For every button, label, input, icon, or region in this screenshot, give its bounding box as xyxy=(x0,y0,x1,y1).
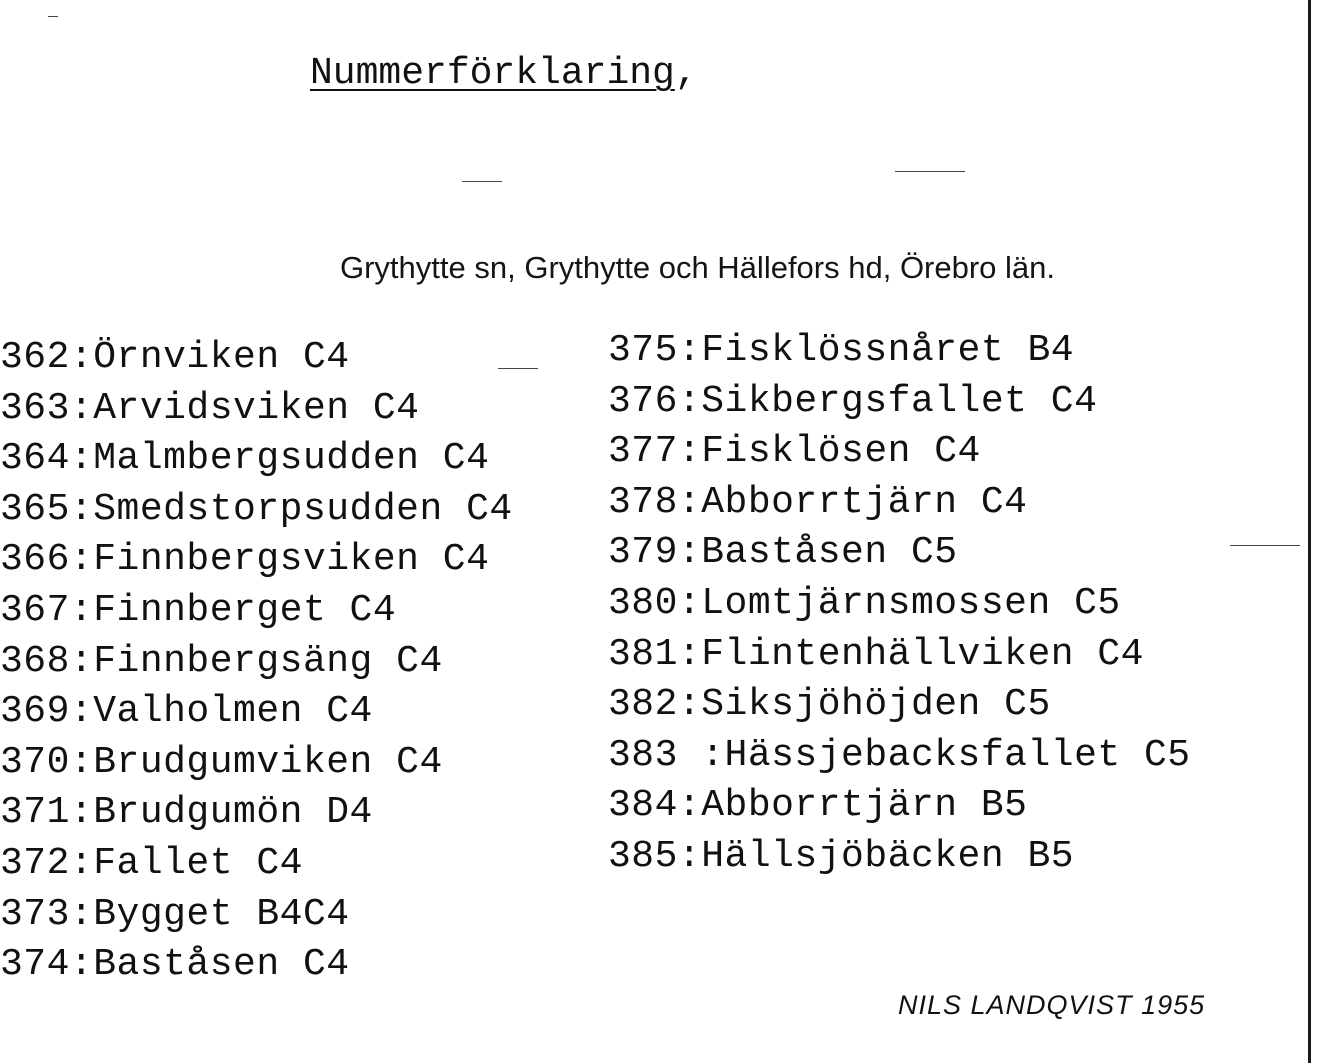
author-signature: NILS LANDQVIST 1955 xyxy=(898,990,1206,1020)
list-item: 371:Brudgumön D4 xyxy=(0,791,373,835)
list-item: 372:Fallet C4 xyxy=(0,841,303,885)
list-item: 374:Baståsen C4 xyxy=(0,943,350,987)
list-item: 365:Smedstorpsudden C4 xyxy=(0,487,513,531)
list-item: 382:Siksjöhöjden C5 xyxy=(608,683,1051,727)
list-item: 366:Finnbergsviken C4 xyxy=(0,538,490,582)
entry-list-left xyxy=(0,333,513,991)
list-item: 373:Bygget B4C4 xyxy=(0,892,350,936)
list-item: 379:Baståsen C5 xyxy=(608,531,958,575)
scan-edge-line xyxy=(1308,0,1311,1063)
list-item: 367:Finnberget C4 xyxy=(0,588,397,632)
list-item: 385:Hällsjöbäcken B5 xyxy=(608,834,1075,878)
scan-speck xyxy=(48,16,58,17)
list-item: 375:Fisklössnåret B4 xyxy=(608,329,1075,372)
list-item: 381:Flintenhällviken C4 xyxy=(608,632,1144,676)
list-item: 364:Malmbergsudden C4 xyxy=(0,437,490,481)
list-item: 378:Abborrtjärn C4 xyxy=(608,480,1028,524)
location-subtitle: Grythytte sn, Grythytte och Hällefors hd, Örebro län. xyxy=(340,250,1056,285)
scan-speck xyxy=(462,181,502,182)
list-item: 368:Finnbergsäng C4 xyxy=(0,639,443,683)
scan-speck xyxy=(895,171,965,172)
list-item: 384:Abborrtjärn B5 xyxy=(608,784,1028,828)
list-item: 380:Lomtjärnsmossen C5 xyxy=(608,581,1121,625)
scan-speck xyxy=(1230,545,1300,546)
list-item: 383 :Hässjebacksfallet C5 xyxy=(608,733,1191,777)
list-item: 363:Arvidsviken C4 xyxy=(0,386,420,430)
list-item: 362:Örnviken C4 xyxy=(0,336,350,379)
page-title xyxy=(310,52,698,95)
list-item: 377:Fisklösen C4 xyxy=(608,430,981,474)
title-text: Nummerförklaring xyxy=(310,52,675,95)
list-item: 376:Sikbergsfallet C4 xyxy=(608,379,1098,423)
list-item: 369:Valholmen C4 xyxy=(0,690,373,734)
entry-list-right xyxy=(608,326,1191,883)
title-punct: , xyxy=(674,52,698,95)
list-item: 370:Brudgumviken C4 xyxy=(0,740,443,784)
